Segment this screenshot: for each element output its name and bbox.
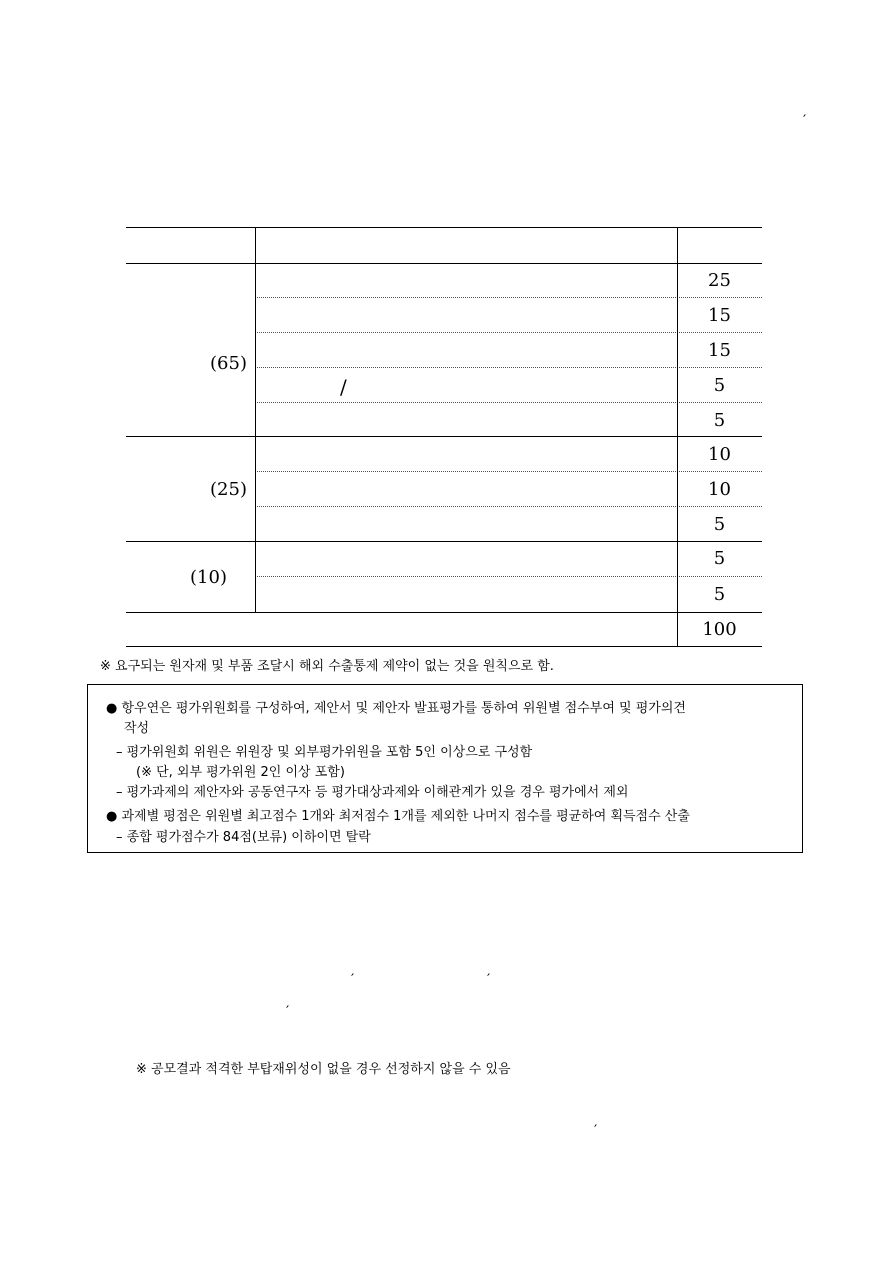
category-weight: (25) [210, 479, 247, 500]
table-total-rule [126, 612, 762, 613]
score-cell: 25 [708, 270, 731, 291]
apostrophe-mark: ′ [803, 113, 807, 129]
score-cell: 5 [713, 375, 726, 396]
score-cell: 15 [708, 340, 731, 361]
apostrophe-mark: ′ [286, 1004, 290, 1020]
evaluation-procedure-box [87, 684, 803, 853]
score-cell: 5 [713, 410, 726, 431]
row-divider [255, 471, 762, 472]
evaluation-table [126, 227, 762, 647]
score-cell: 5 [713, 514, 726, 535]
table-bottom-rule [126, 646, 762, 647]
apostrophe-mark: ′ [594, 1123, 598, 1139]
score-cell: 10 [708, 444, 731, 465]
selection-note: ※ 공모결과 적격한 부탑재위성이 없을 경우 선정하지 않을 수 있음 [136, 1062, 511, 1077]
row-divider [255, 402, 762, 403]
procedure-line: (※ 단, 외부 평가위원 2인 이상 포함) [136, 765, 345, 780]
row-divider [255, 576, 762, 577]
score-cell: 5 [713, 584, 726, 605]
row-divider [255, 332, 762, 333]
procedure-line: 작성 [124, 721, 150, 736]
column-divider [255, 227, 256, 612]
score-cell: 15 [708, 305, 731, 326]
table-note: ※ 요구되는 원자재 및 부품 조달시 해외 수출통제 제약이 없는 것을 원칙으로 함. [100, 659, 554, 674]
row-divider [255, 367, 762, 368]
category-weight: (65) [210, 353, 247, 374]
total-score: 100 [702, 619, 737, 640]
procedure-bullet: ● 항우연은 평가위원회를 구성하여, 제안서 및 제안자 발표평가를 통하여 위원별 점수부여 및 평가의견 [106, 701, 686, 716]
apostrophe-mark: ′ [487, 972, 491, 988]
criteria-slash: / [340, 375, 347, 399]
category-weight: (10) [190, 567, 227, 588]
procedure-subitem: – 평가과제의 제안자와 공동연구자 등 평가대상과제와 이해관계가 있을 경우 평가에서 제외 [116, 785, 629, 800]
procedure-bullet: ● 과제별 평점은 위원별 최고점수 1개와 최저점수 1개를 제외한 나머지 점수를 평균하여 획득점수 산출 [106, 809, 690, 824]
row-divider [255, 506, 762, 507]
procedure-subitem: – 평가위원회 위원은 위원장 및 외부평가위원을 포함 5인 이상으로 구성함 [116, 745, 533, 760]
table-header-rule [126, 263, 762, 264]
score-cell: 5 [713, 548, 726, 569]
table-group-rule [126, 436, 762, 437]
procedure-subitem: – 종합 평가점수가 84점(보류) 이하이면 탈락 [116, 830, 371, 845]
score-cell: 10 [708, 479, 731, 500]
apostrophe-mark: ′ [351, 972, 355, 988]
row-divider [255, 297, 762, 298]
table-top-rule [126, 227, 762, 228]
table-group-rule [126, 541, 762, 542]
